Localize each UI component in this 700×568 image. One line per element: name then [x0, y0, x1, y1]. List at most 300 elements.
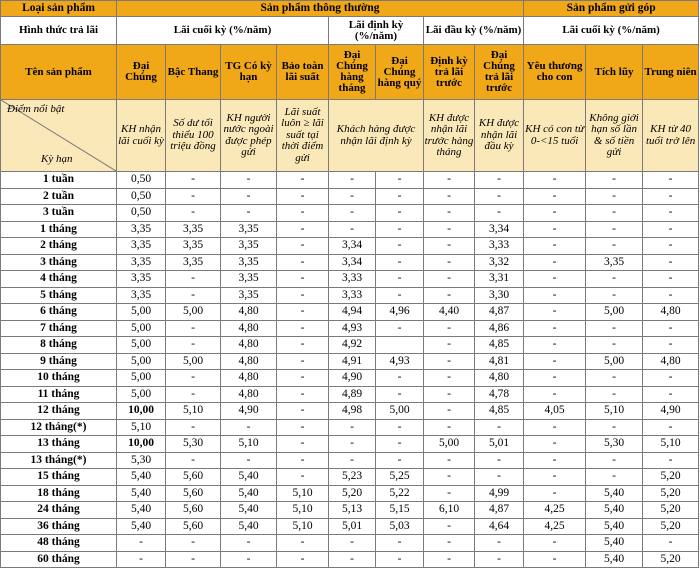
rate-cell: - [524, 485, 586, 502]
rate-cell: 4,85 [475, 337, 524, 354]
product-name: Đại Chúng [117, 45, 166, 100]
rate-cell: 4,80 [475, 370, 524, 387]
lai-cuoi-ky-header: Lãi cuối kỳ (%/năm) [117, 17, 329, 45]
table-row [1, 436, 699, 453]
rate-cell: 5,10 [277, 502, 329, 519]
product-name: Định kỳ trả lãi trước [424, 45, 475, 100]
table-row [1, 254, 699, 271]
rate-cell: - [277, 254, 329, 271]
rate-cell: - [586, 238, 643, 255]
rate-cell: - [221, 452, 277, 469]
rate-cell: 5,00 [376, 403, 424, 420]
rate-cell: - [166, 271, 221, 288]
term-cell: 3 tháng [1, 254, 117, 271]
term-cell: 12 tháng(*) [1, 419, 117, 436]
rate-cell: - [424, 452, 475, 469]
product-name: Tích lũy [586, 45, 643, 100]
rate-cell: - [475, 535, 524, 552]
feature-text: Không giới hạn số lần & số tiền gửi [586, 100, 643, 172]
rate-cell: 4,87 [475, 304, 524, 321]
rate-cell: 3,35 [166, 254, 221, 271]
term-cell: 48 tháng [1, 535, 117, 552]
rate-cell: - [376, 386, 424, 403]
rate-cell: 10,00 [117, 403, 166, 420]
rate-cell: 5,20 [643, 502, 699, 519]
rate-cell: - [277, 172, 329, 189]
rate-cell: - [424, 353, 475, 370]
rate-cell: - [329, 205, 376, 222]
rate-cell: 3,31 [475, 271, 524, 288]
rate-cell: - [524, 254, 586, 271]
rate-cell: - [524, 172, 586, 189]
rate-cell: - [277, 535, 329, 552]
rate-cell: - [166, 386, 221, 403]
rate-cell: - [166, 337, 221, 354]
rate-cell: - [524, 419, 586, 436]
rate-cell: 4,86 [475, 320, 524, 337]
rate-cell: 3,35 [221, 221, 277, 238]
rate-cell: 10,00 [117, 436, 166, 453]
rate-cell: - [166, 419, 221, 436]
rate-cell: 3,35 [117, 254, 166, 271]
rate-cell: - [166, 205, 221, 222]
rate-cell: - [643, 535, 699, 552]
rate-cell: 3,33 [475, 238, 524, 255]
rate-cell: 4,91 [329, 353, 376, 370]
table-row [1, 238, 699, 255]
product-name: Đại Chúng hàng quý [376, 45, 424, 100]
rate-cell: 4,80 [221, 386, 277, 403]
rate-cell: - [524, 320, 586, 337]
feature-text: KH từ 40 tuổi trở lên [643, 100, 699, 172]
rate-cell: - [376, 370, 424, 387]
term-cell: 13 tháng(*) [1, 452, 117, 469]
rate-cell: - [277, 551, 329, 568]
header-row-product-names [1, 45, 699, 100]
term-cell: 5 tháng [1, 287, 117, 304]
rate-cell: - [221, 188, 277, 205]
rate-cell: - [221, 419, 277, 436]
term-cell: 1 tuần [1, 172, 117, 189]
term-cell: 60 tháng [1, 551, 117, 568]
rate-cell: 5,23 [329, 469, 376, 486]
feature-text: KH người nước ngoài được phép gửi [221, 100, 277, 172]
rate-cell: - [524, 238, 586, 255]
rate-cell: 4,81 [475, 353, 524, 370]
san-pham-thong-thuong-header: Sản phẩm thông thường [117, 1, 524, 17]
rate-cell: - [475, 188, 524, 205]
rate-cell: 4,94 [329, 304, 376, 321]
lai-dinh-ky-header: Lãi định kỳ (%/năm) [329, 17, 424, 45]
term-cell: 24 tháng [1, 502, 117, 519]
table-row [1, 353, 699, 370]
rate-cell: 5,20 [643, 518, 699, 535]
rate-cell: - [424, 469, 475, 486]
diagonal-header-cell [1, 100, 117, 172]
rate-cell: 5,10 [277, 485, 329, 502]
rate-cell: - [277, 188, 329, 205]
rate-cell: 4,96 [376, 304, 424, 321]
rate-cell: 0,50 [117, 172, 166, 189]
feature-text: KH được nhận lãi đầu kỳ [475, 100, 524, 172]
rate-cell: 5,40 [586, 485, 643, 502]
rate-cell: 5,20 [329, 485, 376, 502]
product-name: Đại Chúng trả lãi trước [475, 45, 524, 100]
rate-cell: 3,35 [166, 238, 221, 255]
table-row [1, 518, 699, 535]
rate-cell: 5,60 [166, 485, 221, 502]
rate-cell: 4,80 [221, 370, 277, 387]
rate-cell: - [643, 188, 699, 205]
rate-cell: 5,40 [221, 502, 277, 519]
rate-cell: - [376, 287, 424, 304]
rate-cell: 4,98 [329, 403, 376, 420]
rate-cell: 4,90 [643, 403, 699, 420]
rate-cell: - [424, 254, 475, 271]
rate-cell: - [221, 535, 277, 552]
rate-cell: - [277, 386, 329, 403]
rate-cell: - [277, 370, 329, 387]
rate-cell: 5,40 [117, 485, 166, 502]
rate-cell: 4,89 [329, 386, 376, 403]
rate-cell: - [643, 452, 699, 469]
rate-cell: - [376, 205, 424, 222]
rate-cell: - [524, 287, 586, 304]
feature-text: KH nhận lãi cuối kỳ [117, 100, 166, 172]
rate-cell: 5,60 [166, 518, 221, 535]
rate-cell: 5,13 [329, 502, 376, 519]
rate-cell: - [586, 205, 643, 222]
table-row [1, 419, 699, 436]
rate-cell: - [329, 172, 376, 189]
diem-noi-bat-label: Điểm nổi bật [7, 103, 65, 115]
rate-cell: 4,93 [376, 353, 424, 370]
rate-cell: 5,30 [117, 452, 166, 469]
term-cell: 10 tháng [1, 370, 117, 387]
product-name: Bậc Thang [166, 45, 221, 100]
rate-cell: - [524, 452, 586, 469]
table-row [1, 304, 699, 321]
rate-cell: - [475, 205, 524, 222]
rate-cell: - [376, 419, 424, 436]
rate-cell: 5,22 [376, 485, 424, 502]
rate-cell: - [586, 287, 643, 304]
rate-cell: - [643, 271, 699, 288]
rate-cell: 4,80 [643, 353, 699, 370]
table-row [1, 551, 699, 568]
rate-cell: 5,20 [643, 551, 699, 568]
rate-cell: 4,78 [475, 386, 524, 403]
product-name: TG Có kỳ hạn [221, 45, 277, 100]
rate-cell: 4,87 [475, 502, 524, 519]
rate-cell: 5,25 [376, 469, 424, 486]
rate-cell: - [329, 436, 376, 453]
table-row [1, 502, 699, 519]
loai-san-pham-label: Loại sản phẩm [1, 1, 117, 17]
rate-cell: - [221, 551, 277, 568]
product-name: Bảo toàn lãi suất [277, 45, 329, 100]
rate-cell: - [424, 419, 475, 436]
rate-cell: 5,03 [376, 518, 424, 535]
rate-cell: - [329, 221, 376, 238]
product-name: Trung niên [643, 45, 699, 100]
rate-cell: 5,40 [117, 518, 166, 535]
rate-cell: - [424, 172, 475, 189]
san-pham-gui-gop-header: Sản phẩm gửi góp [524, 1, 699, 17]
rate-cell: 5,15 [376, 502, 424, 519]
rate-cell: - [166, 188, 221, 205]
rate-cell: - [424, 370, 475, 387]
rate-cell: - [643, 419, 699, 436]
header-row-features [1, 100, 699, 172]
rate-cell: - [424, 386, 475, 403]
rate-cell: 5,10 [117, 419, 166, 436]
rate-cell: 3,30 [475, 287, 524, 304]
rate-cell: 0,50 [117, 205, 166, 222]
rate-cell: 4,25 [524, 518, 586, 535]
rate-cell: 5,00 [424, 436, 475, 453]
rate-cell: - [277, 436, 329, 453]
rate-cell: 3,35 [221, 287, 277, 304]
rate-cell: - [166, 287, 221, 304]
rate-cell: - [643, 221, 699, 238]
table-row [1, 485, 699, 502]
feature-text: KH được nhận lãi trước hàng tháng [424, 100, 475, 172]
rate-cell: - [277, 452, 329, 469]
rate-cell: - [166, 172, 221, 189]
table-row [1, 287, 699, 304]
rate-cell: 5,10 [221, 436, 277, 453]
rate-cell: - [277, 221, 329, 238]
term-cell: 4 tháng [1, 271, 117, 288]
rate-cell: - [643, 172, 699, 189]
rate-cell: 3,35 [117, 271, 166, 288]
rate-cell: 5,40 [117, 469, 166, 486]
rate-cell: 5,40 [586, 535, 643, 552]
rate-cell: - [277, 238, 329, 255]
rate-cell: - [424, 205, 475, 222]
lai-cuoi-ky-gui-gop-header: Lãi cuối kỳ (%/năm) [524, 17, 699, 45]
rate-cell: - [277, 419, 329, 436]
product-name: Yêu thương cho con [524, 45, 586, 100]
rate-cell: - [424, 221, 475, 238]
rate-cell: - [524, 304, 586, 321]
table-row [1, 221, 699, 238]
rate-cell: - [524, 188, 586, 205]
rate-cell: 5,01 [329, 518, 376, 535]
rate-cell: 5,00 [117, 386, 166, 403]
table-row [1, 271, 699, 288]
rate-cell: 5,30 [166, 436, 221, 453]
rate-cell: - [524, 221, 586, 238]
rate-cell: - [424, 238, 475, 255]
rate-cell: 3,35 [221, 238, 277, 255]
product-name: Đại Chúng hàng tháng [329, 45, 376, 100]
rate-cell: 3,35 [221, 254, 277, 271]
rate-cell: - [475, 452, 524, 469]
rate-cell: - [277, 320, 329, 337]
rate-cell: 5,00 [166, 304, 221, 321]
rate-cell: - [424, 551, 475, 568]
table-row [1, 370, 699, 387]
rate-cell: - [586, 221, 643, 238]
rate-cell: 5,40 [221, 469, 277, 486]
term-cell: 1 tháng [1, 221, 117, 238]
rate-cell: - [329, 535, 376, 552]
rate-cell: - [475, 551, 524, 568]
term-cell: 2 tháng [1, 238, 117, 255]
rate-cell: 4,25 [524, 502, 586, 519]
rate-cell: - [586, 386, 643, 403]
rate-cell [376, 337, 424, 354]
rate-cell: 5,10 [277, 518, 329, 535]
rate-cell: - [424, 403, 475, 420]
rate-cell: - [524, 551, 586, 568]
rate-cell: - [277, 403, 329, 420]
rate-cell: - [376, 436, 424, 453]
rate-cell: 4,80 [221, 320, 277, 337]
rate-cell: 5,00 [117, 353, 166, 370]
rate-cell: - [643, 254, 699, 271]
rate-cell: - [277, 353, 329, 370]
feature-text: Khách hàng được nhận lãi định kỳ [329, 100, 424, 172]
term-cell: 11 tháng [1, 386, 117, 403]
rate-cell: 5,20 [643, 485, 699, 502]
hinh-thuc-tra-lai-label: Hình thức trả lãi [1, 17, 117, 45]
rate-cell: 5,40 [586, 518, 643, 535]
rate-cell: - [376, 238, 424, 255]
rate-cell: 5,00 [117, 304, 166, 321]
rate-cell: - [117, 551, 166, 568]
rate-cell: - [376, 320, 424, 337]
table-row [1, 403, 699, 420]
rate-cell: 5,00 [117, 320, 166, 337]
rate-cell: 5,40 [221, 485, 277, 502]
rate-cell: - [329, 419, 376, 436]
rate-cell: - [524, 386, 586, 403]
rate-cell: - [586, 469, 643, 486]
rate-cell: 3,35 [117, 221, 166, 238]
term-cell: 2 tuần [1, 188, 117, 205]
rate-cell: - [424, 337, 475, 354]
rate-cell: - [475, 172, 524, 189]
lai-dau-ky-header: Lãi đầu kỳ (%/năm) [424, 17, 524, 45]
rate-cell: 4,80 [643, 304, 699, 321]
rate-cell: - [424, 535, 475, 552]
rate-cell: - [643, 386, 699, 403]
rate-cell: - [329, 551, 376, 568]
feature-text: KH có con từ 0-<15 tuổi [524, 100, 586, 172]
rate-cell: - [586, 172, 643, 189]
table-row [1, 188, 699, 205]
rate-cell: - [524, 353, 586, 370]
term-cell: 7 tháng [1, 320, 117, 337]
rate-cell: - [376, 254, 424, 271]
rate-cell: 5,00 [586, 304, 643, 321]
rate-cell: - [524, 469, 586, 486]
rate-cell: - [643, 205, 699, 222]
rate-cell: 4,99 [475, 485, 524, 502]
table-row [1, 205, 699, 222]
rate-cell: 3,35 [221, 271, 277, 288]
rate-cell: 3,32 [475, 254, 524, 271]
rate-cell: 0,50 [117, 188, 166, 205]
term-cell: 15 tháng [1, 469, 117, 486]
rate-cell: - [475, 419, 524, 436]
rate-cell: 3,35 [117, 287, 166, 304]
rate-cell: 3,34 [329, 254, 376, 271]
rate-cell: - [643, 238, 699, 255]
header-row-product-type [1, 1, 699, 17]
rate-cell: - [424, 518, 475, 535]
ten-san-pham-label: Tên sản phẩm [1, 45, 117, 100]
rate-cell: - [277, 304, 329, 321]
term-cell: 13 tháng [1, 436, 117, 453]
table-row [1, 452, 699, 469]
rate-cell: - [643, 370, 699, 387]
rate-cell: - [329, 452, 376, 469]
rate-cell: 4,64 [475, 518, 524, 535]
rate-cell: 5,60 [166, 502, 221, 519]
rate-cell: - [376, 535, 424, 552]
rate-cell: - [329, 188, 376, 205]
rate-cell: 3,35 [166, 221, 221, 238]
rate-cell: 5,00 [117, 337, 166, 354]
feature-text: Số dư tối thiểu 100 triệu đồng [166, 100, 221, 172]
rate-cell: - [524, 436, 586, 453]
rate-cell: - [424, 188, 475, 205]
rate-cell: - [586, 419, 643, 436]
rate-cell: 5,01 [475, 436, 524, 453]
rate-cell: 5,30 [586, 436, 643, 453]
term-cell: 18 tháng [1, 485, 117, 502]
table-row [1, 535, 699, 552]
rate-cell: 4,90 [221, 403, 277, 420]
term-cell: 8 tháng [1, 337, 117, 354]
rate-cell: - [376, 172, 424, 189]
rate-cell: - [166, 551, 221, 568]
rate-cell: 4,05 [524, 403, 586, 420]
table-row [1, 320, 699, 337]
table-row [1, 386, 699, 403]
rate-cell: - [643, 287, 699, 304]
rate-cell: 5,60 [166, 469, 221, 486]
rate-cell: - [376, 221, 424, 238]
rate-cell: 5,00 [166, 353, 221, 370]
rate-cell: - [586, 452, 643, 469]
rate-cell: 4,92 [329, 337, 376, 354]
term-cell: 9 tháng [1, 353, 117, 370]
rate-cell: - [376, 452, 424, 469]
term-cell: 6 tháng [1, 304, 117, 321]
rate-cell: - [524, 271, 586, 288]
rate-cell: - [117, 535, 166, 552]
rate-cell: 5,20 [643, 469, 699, 486]
rate-cell: 5,10 [643, 436, 699, 453]
rate-cell: - [221, 205, 277, 222]
rate-cell: 4,85 [475, 403, 524, 420]
rate-cell: 3,35 [117, 238, 166, 255]
rate-cell: 5,40 [586, 502, 643, 519]
rate-cell: - [586, 337, 643, 354]
rate-cell: - [277, 337, 329, 354]
feature-text: Lãi suất luôn ≥ lãi suất tại thời điểm gửi [277, 100, 329, 172]
rate-cell: 4,90 [329, 370, 376, 387]
ky-han-label: Kỳ hạn [41, 152, 73, 165]
rate-cell: - [376, 271, 424, 288]
rate-cell: - [524, 535, 586, 552]
rate-cell: 4,93 [329, 320, 376, 337]
